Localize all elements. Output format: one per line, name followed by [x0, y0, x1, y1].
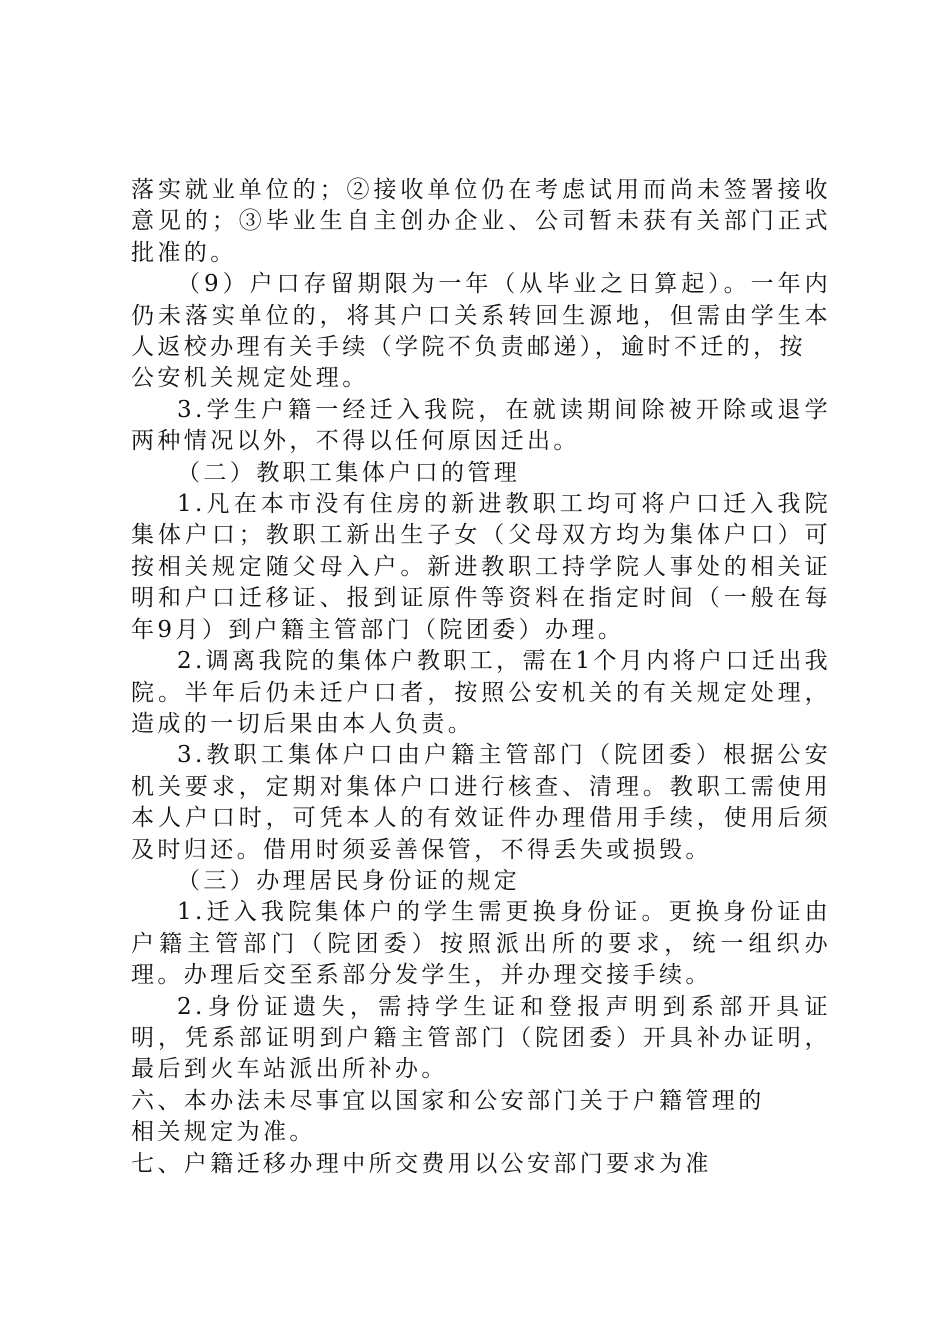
paragraph-staff-1: 1.凡在本市没有住房的新进教职工均可将户口迁入我院集体户口；教职工新出生子女（父母双方均为集体户口）可按相关规定随父母入户。新进教职工持学院人事处的相关证明和户口迁移证、报到证原件等资料在指定时间（一般在每年9月）到户籍主管部门（院团委）办理。 [131, 491, 831, 643]
paragraph-staff-3: 3.教职工集体户口由户籍主管部门（院团委）根据公安机关要求，定期对集体户口进行核查、清理。教职工需使用本人户口时，可凭本人的有效证件办理借用手续，使用后须及时归还。借用时须妥善保管，不得丢失或损毁。 [131, 742, 831, 863]
article-6-line-1: 六、本办法未尽事宜以国家和公安部门关于户籍管理的 [131, 1087, 765, 1114]
paragraph-item-3: 3.学生户籍一经迁入我院，在就读期间除被开除或退学两种情况以外，不得以任何原因迁出。 [131, 396, 831, 455]
paragraph-id-2: 2.身份证遗失，需持学生证和登报声明到系部开具证明，凭系部证明到户籍主管部门（院团委）开具补办证明，最后到火车站派出所补办。 [131, 993, 831, 1083]
section-heading-2: （二）教职工集体户口的管理 [177, 459, 521, 486]
section-heading-3: （三）办理居民身份证的规定 [177, 867, 521, 894]
paragraph-staff-2: 2.调离我院的集体户教职工，需在1个月内将户口迁出我院。半年后仍未迁户口者，按照公安机关的有关规定处理，造成的一切后果由本人负责。 [131, 648, 831, 737]
paragraph-item-9: （9）户口存留期限为一年（从毕业之日算起）。一年内仍未落实单位的，将其户口关系转回生源地，但需由学生本人返校办理有关手续（学院不负责邮递），逾时不迁的，按 [131, 271, 831, 361]
paragraph-id-1: 1.迁入我院集体户的学生需更换身份证。更换身份证由户籍主管部门（院团委）按照派出所的要求，统一组织办理。办理后交至系部分发学生，并办理交接手续。 [131, 899, 831, 989]
paragraph-item-9-tail: 公安机关规定处理。 [131, 365, 369, 392]
article-6-line-2: 相关规定为准。 [131, 1119, 316, 1146]
paragraph-continuation: 落实就业单位的；②接收单位仍在考虑试用而尚未签署接收意见的；③毕业生自主创办企业、公司暂未获有关部门正式批准的。 [131, 177, 831, 266]
document-body [131, 175, 831, 1180]
article-7: 七、户籍迁移办理中所交费用以公安部门要求为准 [131, 1150, 712, 1177]
